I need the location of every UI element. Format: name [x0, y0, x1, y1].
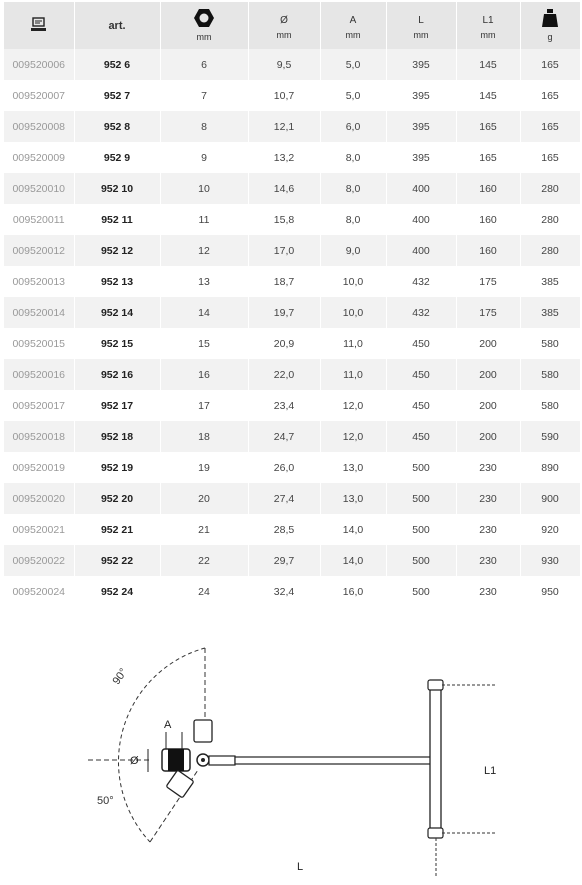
table-row: [4, 514, 580, 545]
cell-a: 8,0: [320, 173, 386, 204]
cell-g: 165: [520, 142, 580, 173]
cell-art: 952 7: [74, 80, 160, 111]
cell-dia: 22,0: [248, 359, 320, 390]
cell-size: 15: [160, 328, 248, 359]
header-l1: L1 mm: [456, 2, 520, 49]
cell-a: 14,0: [320, 545, 386, 576]
header-size: mm: [160, 2, 248, 49]
weight-icon: [541, 8, 559, 28]
cell-code: 009520018: [4, 421, 74, 452]
cell-l1: 200: [456, 390, 520, 421]
cell-art: 952 19: [74, 452, 160, 483]
cell-dia: 28,5: [248, 514, 320, 545]
table-row: [4, 173, 580, 204]
cell-art: 952 9: [74, 142, 160, 173]
cell-art: 952 21: [74, 514, 160, 545]
table-row: [4, 111, 580, 142]
cell-code: 009520010: [4, 173, 74, 204]
cell-a: 8,0: [320, 142, 386, 173]
cell-code: 009520011: [4, 204, 74, 235]
socket-swivel-down: [166, 770, 194, 798]
cell-art: 952 15: [74, 328, 160, 359]
cell-g: 900: [520, 483, 580, 514]
cell-art: 952 10: [74, 173, 160, 204]
cell-size: 11: [160, 204, 248, 235]
cell-art: 952 24: [74, 576, 160, 607]
cell-art: 952 8: [74, 111, 160, 142]
cell-size: 10: [160, 173, 248, 204]
cell-size: 22: [160, 545, 248, 576]
cell-dia: 29,7: [248, 545, 320, 576]
cell-code: 009520022: [4, 545, 74, 576]
dimension-a-label: A: [164, 719, 172, 731]
cell-art: 952 13: [74, 266, 160, 297]
cell-l1: 230: [456, 545, 520, 576]
cell-g: 950: [520, 576, 580, 607]
cell-a: 11,0: [320, 359, 386, 390]
cell-l1: 160: [456, 204, 520, 235]
cell-dia: 27,4: [248, 483, 320, 514]
cell-a: 12,0: [320, 421, 386, 452]
shaft: [235, 757, 431, 764]
cell-size: 6: [160, 49, 248, 80]
table-row: [4, 545, 580, 576]
cell-g: 280: [520, 204, 580, 235]
header-weight: g: [520, 2, 580, 49]
cell-l: 432: [386, 266, 456, 297]
table-row: [4, 576, 580, 607]
header-a: A mm: [320, 2, 386, 49]
table-row: [4, 328, 580, 359]
cell-g: 385: [520, 297, 580, 328]
cell-art: 952 20: [74, 483, 160, 514]
header-diameter: Ø mm: [248, 2, 320, 49]
table-row: [4, 297, 580, 328]
cell-l: 500: [386, 576, 456, 607]
cell-a: 16,0: [320, 576, 386, 607]
table-header-row: [4, 2, 580, 49]
handle-top-cap: [428, 680, 443, 690]
socket-band: [168, 749, 184, 771]
header-code: [4, 2, 74, 49]
cell-l1: 160: [456, 235, 520, 266]
cell-l1: 230: [456, 452, 520, 483]
cell-size: 18: [160, 421, 248, 452]
cell-dia: 12,1: [248, 111, 320, 142]
cell-l1: 200: [456, 328, 520, 359]
cell-g: 165: [520, 49, 580, 80]
t-handle-wrench-drawing: [0, 612, 582, 880]
catalog-code-icon: [30, 17, 48, 33]
cell-a: 10,0: [320, 297, 386, 328]
cell-l: 500: [386, 514, 456, 545]
cell-l1: 175: [456, 297, 520, 328]
cell-l: 395: [386, 49, 456, 80]
t-handle-bar: [430, 684, 441, 834]
cell-size: 9: [160, 142, 248, 173]
cell-art: 952 6: [74, 49, 160, 80]
cell-dia: 23,4: [248, 390, 320, 421]
cell-code: 009520009: [4, 142, 74, 173]
cell-size: 21: [160, 514, 248, 545]
cell-code: 009520019: [4, 452, 74, 483]
cell-l: 395: [386, 80, 456, 111]
dimension-l1-label: L1: [484, 765, 497, 777]
cell-l: 395: [386, 111, 456, 142]
cell-size: 14: [160, 297, 248, 328]
table-row: [4, 421, 580, 452]
cell-g: 280: [520, 173, 580, 204]
cell-g: 165: [520, 80, 580, 111]
cell-l: 400: [386, 204, 456, 235]
cell-l1: 200: [456, 421, 520, 452]
cell-a: 5,0: [320, 49, 386, 80]
cell-dia: 32,4: [248, 576, 320, 607]
cell-l1: 175: [456, 266, 520, 297]
tool-diagram: [0, 612, 582, 880]
cell-a: 9,0: [320, 235, 386, 266]
table-row: [4, 390, 580, 421]
cell-l: 450: [386, 359, 456, 390]
dimension-l-label: L: [297, 861, 304, 873]
cell-code: 009520017: [4, 390, 74, 421]
cell-dia: 15,8: [248, 204, 320, 235]
cell-size: 17: [160, 390, 248, 421]
cell-size: 7: [160, 80, 248, 111]
table-row: [4, 142, 580, 173]
cell-dia: 10,7: [248, 80, 320, 111]
socket-swivel-up: [194, 720, 212, 742]
cell-code: 009520013: [4, 266, 74, 297]
handle-bottom-cap: [428, 828, 443, 838]
cell-code: 009520024: [4, 576, 74, 607]
cell-art: 952 12: [74, 235, 160, 266]
cell-size: 20: [160, 483, 248, 514]
cell-l: 500: [386, 483, 456, 514]
cell-size: 19: [160, 452, 248, 483]
cell-l: 400: [386, 235, 456, 266]
cell-code: 009520014: [4, 297, 74, 328]
angle-50-label: 50°: [97, 795, 114, 807]
cell-l: 432: [386, 297, 456, 328]
table-row: [4, 204, 580, 235]
angle-90-label: 90°: [110, 666, 130, 687]
cell-g: 165: [520, 111, 580, 142]
cell-code: 009520012: [4, 235, 74, 266]
header-l: L mm: [386, 2, 456, 49]
shaft-collar: [209, 756, 235, 765]
cell-code: 009520006: [4, 49, 74, 80]
cell-code: 009520021: [4, 514, 74, 545]
cell-g: 590: [520, 421, 580, 452]
cell-dia: 26,0: [248, 452, 320, 483]
cell-l1: 200: [456, 359, 520, 390]
swivel-angle-arc: [118, 648, 205, 842]
cell-art: 952 18: [74, 421, 160, 452]
cell-size: 12: [160, 235, 248, 266]
hex-nut-icon: [193, 8, 215, 28]
cell-size: 8: [160, 111, 248, 142]
cell-a: 14,0: [320, 514, 386, 545]
table-row: [4, 266, 580, 297]
cell-dia: 13,2: [248, 142, 320, 173]
header-art: art.: [74, 2, 160, 49]
cell-g: 580: [520, 359, 580, 390]
dimension-dia-label: Ø: [130, 755, 139, 767]
cell-dia: 24,7: [248, 421, 320, 452]
cell-a: 5,0: [320, 80, 386, 111]
table-row: [4, 235, 580, 266]
cell-l1: 145: [456, 49, 520, 80]
cell-l1: 165: [456, 111, 520, 142]
cell-l1: 230: [456, 514, 520, 545]
cell-l1: 230: [456, 483, 520, 514]
cell-art: 952 11: [74, 204, 160, 235]
cell-dia: 18,7: [248, 266, 320, 297]
cell-l: 500: [386, 452, 456, 483]
cell-l1: 145: [456, 80, 520, 111]
cell-dia: 9,5: [248, 49, 320, 80]
cell-dia: 17,0: [248, 235, 320, 266]
cell-art: 952 22: [74, 545, 160, 576]
table-row: [4, 359, 580, 390]
cell-a: 12,0: [320, 390, 386, 421]
cell-l: 450: [386, 390, 456, 421]
table-row: [4, 452, 580, 483]
cell-code: 009520016: [4, 359, 74, 390]
cell-art: 952 16: [74, 359, 160, 390]
cell-size: 24: [160, 576, 248, 607]
cell-code: 009520007: [4, 80, 74, 111]
cell-a: 13,0: [320, 483, 386, 514]
cell-a: 8,0: [320, 204, 386, 235]
cell-a: 10,0: [320, 266, 386, 297]
cell-a: 13,0: [320, 452, 386, 483]
cell-dia: 14,6: [248, 173, 320, 204]
table-row: [4, 483, 580, 514]
cell-l1: 230: [456, 576, 520, 607]
cell-g: 280: [520, 235, 580, 266]
cell-g: 930: [520, 545, 580, 576]
cell-code: 009520015: [4, 328, 74, 359]
cell-l1: 160: [456, 173, 520, 204]
cell-g: 385: [520, 266, 580, 297]
cell-art: 952 17: [74, 390, 160, 421]
table-row: [4, 80, 580, 111]
cell-l: 450: [386, 421, 456, 452]
cell-size: 13: [160, 266, 248, 297]
cell-g: 580: [520, 390, 580, 421]
table-row: [4, 49, 580, 80]
cell-size: 16: [160, 359, 248, 390]
swivel-pin: [201, 758, 205, 762]
cell-code: 009520020: [4, 483, 74, 514]
cell-g: 920: [520, 514, 580, 545]
spec-table: [4, 2, 581, 607]
cell-a: 6,0: [320, 111, 386, 142]
cell-l: 395: [386, 142, 456, 173]
cell-dia: 20,9: [248, 328, 320, 359]
cell-art: 952 14: [74, 297, 160, 328]
cell-l: 400: [386, 173, 456, 204]
cell-l: 450: [386, 328, 456, 359]
cell-dia: 19,7: [248, 297, 320, 328]
cell-l: 500: [386, 545, 456, 576]
cell-g: 580: [520, 328, 580, 359]
cell-g: 890: [520, 452, 580, 483]
cell-code: 009520008: [4, 111, 74, 142]
cell-a: 11,0: [320, 328, 386, 359]
cell-l1: 165: [456, 142, 520, 173]
